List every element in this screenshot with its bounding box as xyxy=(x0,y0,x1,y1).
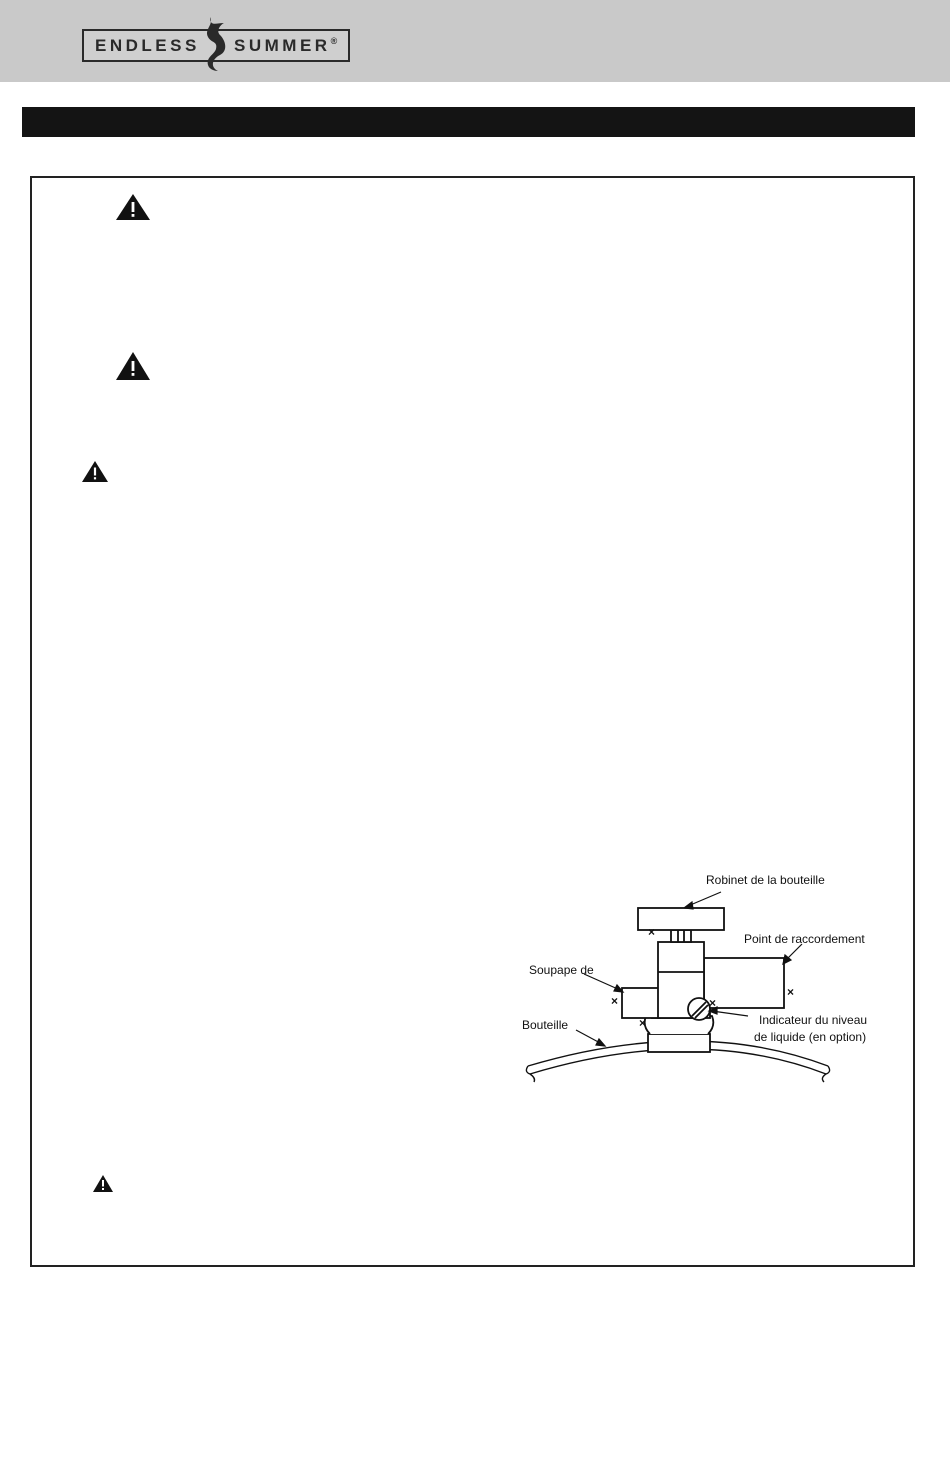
svg-text:×: × xyxy=(639,1016,647,1030)
section-title-bar xyxy=(22,107,915,137)
header-band xyxy=(0,0,950,82)
warning-triangle-icon xyxy=(114,351,152,381)
warning-triangle-icon xyxy=(92,1174,114,1193)
brand-logo xyxy=(82,29,350,62)
warning-triangle-icon xyxy=(114,193,152,221)
label-valve: Robinet de la bouteille xyxy=(706,873,825,887)
label-relief: Soupape de xyxy=(529,963,594,977)
flame-icon xyxy=(198,15,232,73)
svg-text:×: × xyxy=(709,996,717,1010)
cylinder-valve-diagram xyxy=(516,866,886,1094)
label-connection: Point de raccordement xyxy=(744,932,865,946)
label-cylinder: Bouteille xyxy=(522,1018,569,1032)
registered-mark: ® xyxy=(330,36,338,46)
svg-text:×: × xyxy=(787,985,795,999)
brand-word-left: ENDLESS xyxy=(95,36,200,55)
warning-box xyxy=(30,176,915,1267)
brand-word-right-text: SUMMER xyxy=(234,36,331,55)
brand-word-right xyxy=(234,36,337,56)
svg-text:×: × xyxy=(648,925,656,939)
label-gauge-line2: de liquide (en option) xyxy=(754,1030,867,1044)
svg-text:×: × xyxy=(611,994,619,1008)
warning-triangle-icon xyxy=(81,460,109,483)
label-gauge-line1: Indicateur du niveau xyxy=(759,1013,868,1027)
